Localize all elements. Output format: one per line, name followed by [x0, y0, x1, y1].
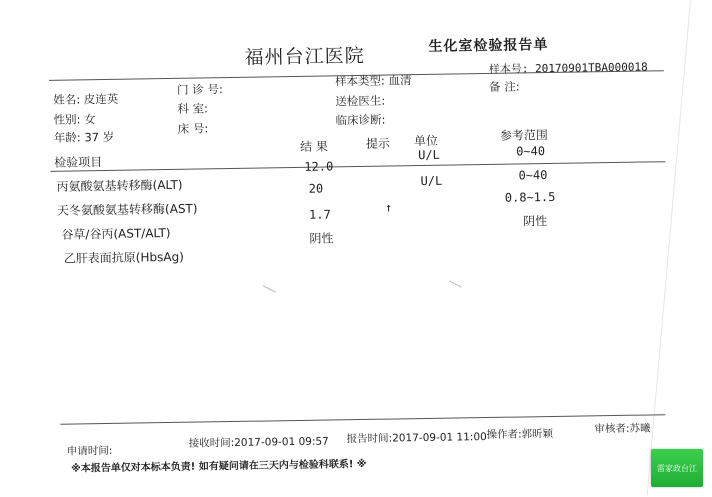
- operator: 操作者:郭昕颖: [486, 427, 554, 442]
- lab-report-title: 生化室检验报告单: [428, 37, 549, 55]
- sample-type: 样本类型: 血清: [334, 73, 412, 89]
- table-row-unit: U/L: [418, 147, 440, 163]
- watermark-button-label: 雷家政台江: [657, 463, 697, 473]
- header-range: 参考范围: [499, 128, 548, 143]
- table-row-result: 1.7: [308, 207, 331, 222]
- table-row-range: 阴性: [523, 214, 548, 229]
- table-row-range: 0~40: [518, 168, 548, 183]
- reviewer: 审核者:苏曦: [594, 422, 651, 436]
- header-unit: 单位: [413, 133, 439, 149]
- header-result: 结 果: [299, 139, 328, 154]
- report-time: 报告时间:2017-09-01 11:00: [346, 431, 487, 446]
- patient-age: 年龄: 37 岁: [53, 129, 115, 145]
- watermark-button[interactable]: [651, 449, 703, 487]
- remark-label: 备 注:: [488, 79, 520, 94]
- sample-number: 样本号: 20170901TBA000018: [488, 60, 648, 76]
- header-divider: [50, 161, 665, 172]
- patient-gender: 性别: 女: [53, 112, 96, 127]
- bed-number-label: 床 号:: [177, 121, 209, 136]
- table-row-item: 乙肝表面抗原(HbsAg): [63, 249, 184, 266]
- report-sheet: [40, 10, 687, 490]
- hospital-title: 福州台江医院: [244, 44, 365, 69]
- table-row-flag: ↑: [384, 200, 393, 215]
- table-row-item: 天冬氨酸氨基转移酶(AST): [56, 201, 198, 218]
- table-row-range: 0~40: [516, 144, 546, 159]
- department-label: 科 室:: [177, 101, 209, 116]
- clinic-number-label: 门 诊 号:: [177, 82, 223, 97]
- receive-time: 接收时间:2017-09-01 09:57: [188, 435, 329, 450]
- diagnosis-label: 临床诊断:: [335, 112, 386, 128]
- footer-divider: [60, 414, 665, 425]
- doctor-label: 送检医生:: [335, 93, 386, 109]
- patient-name: 姓名: 皮连英: [53, 91, 119, 107]
- scan-smudge: [449, 280, 462, 287]
- table-row-item: 谷草/谷丙(AST/ALT): [61, 225, 171, 242]
- scan-smudge: [263, 285, 276, 292]
- table-row-range: 0.8~1.5: [504, 189, 556, 205]
- table-row-result: 12.0: [304, 159, 334, 174]
- header-flag: 提示: [365, 136, 391, 151]
- disclaimer-note: ※本报告单仅对本标本负责! 如有疑问请在三天内与检验科联系! ※: [70, 458, 367, 475]
- apply-time: 申请时间:: [66, 444, 113, 458]
- table-row-result: 阴性: [309, 231, 334, 246]
- table-row-unit: U/L: [420, 173, 443, 189]
- table-row-result: 20: [308, 181, 324, 196]
- table-row-item: 丙氨酸氨基转移酶(ALT): [56, 177, 183, 194]
- header-item: 检验项目: [54, 155, 103, 170]
